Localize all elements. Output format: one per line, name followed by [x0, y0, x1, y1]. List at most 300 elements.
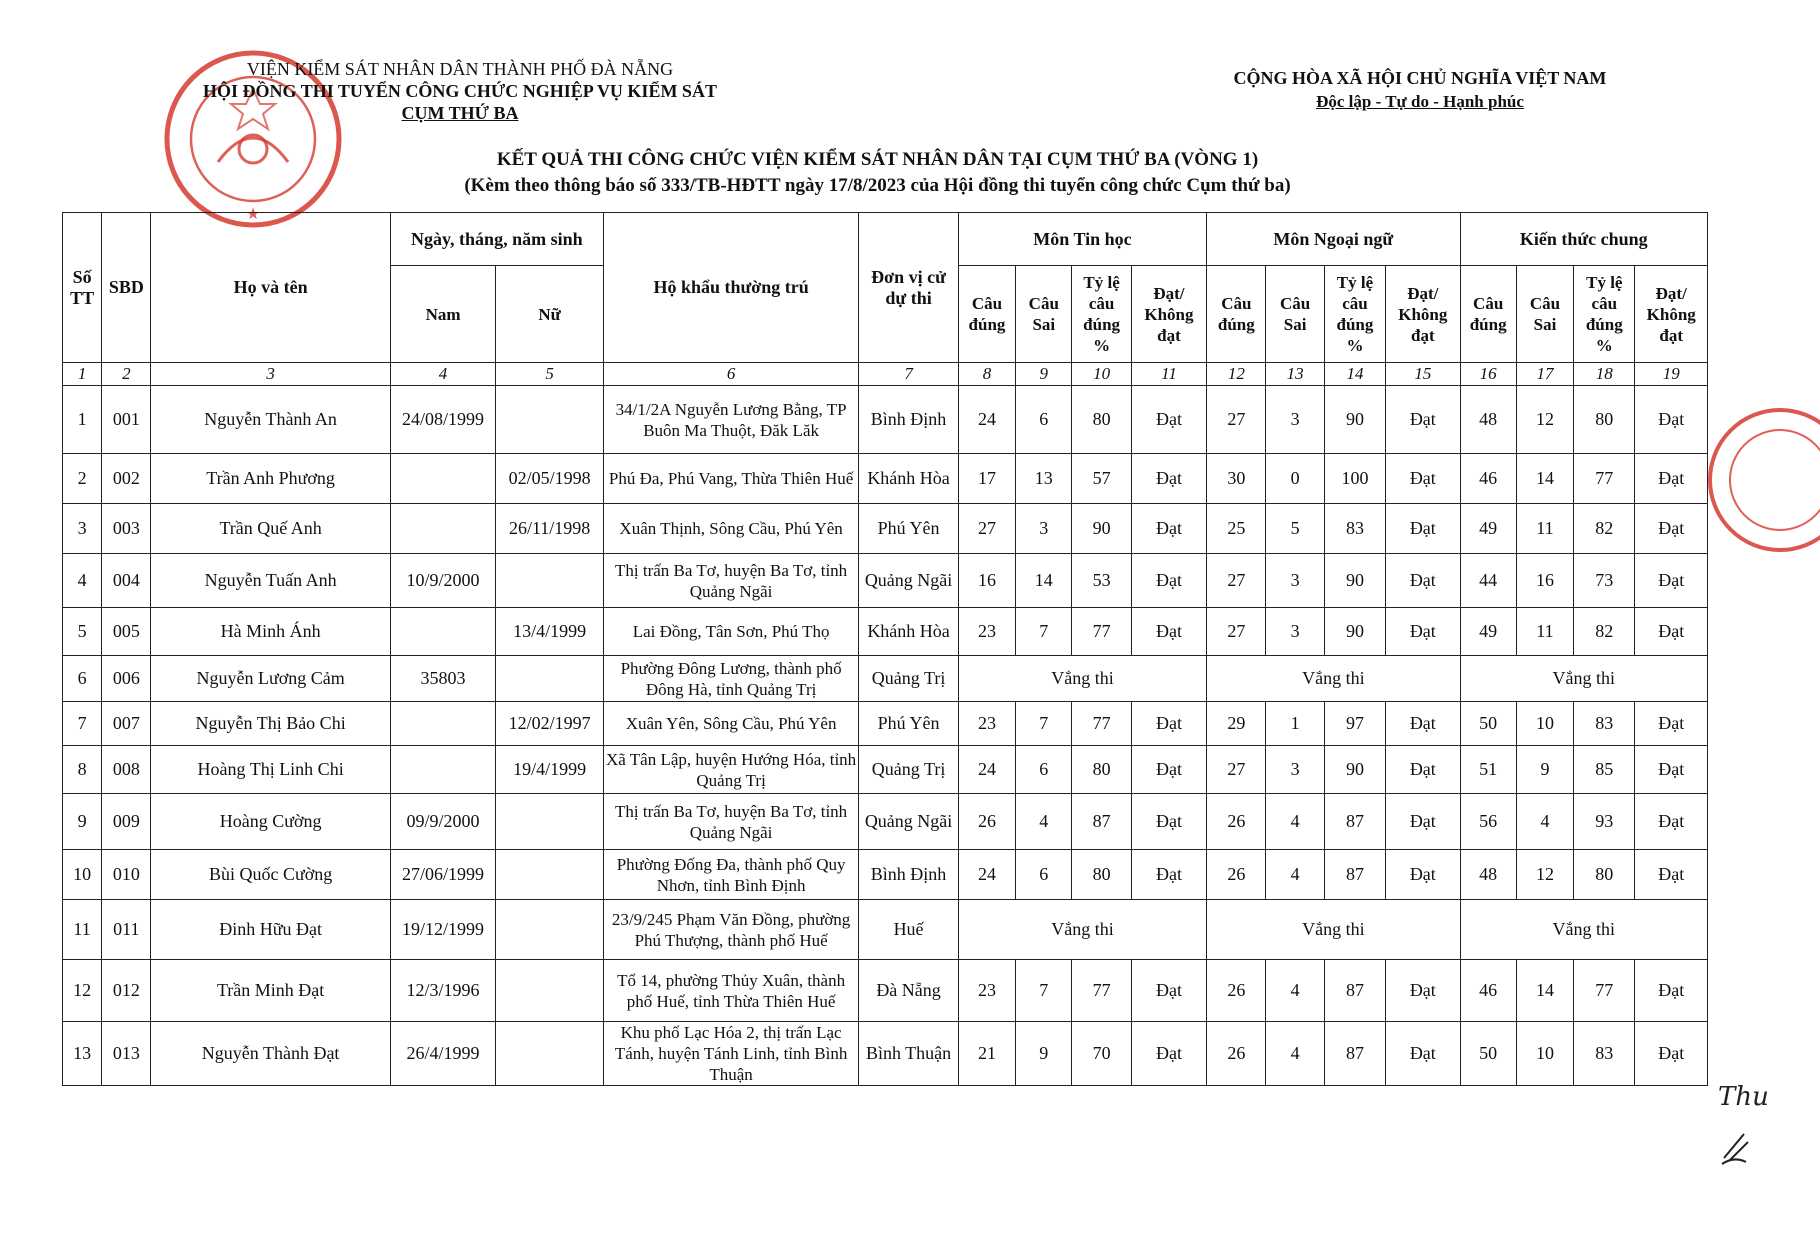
- cell-dob-female: [496, 900, 604, 960]
- cell-language-correct: 26: [1207, 960, 1266, 1022]
- cell-informatics-wrong: 6: [1016, 850, 1072, 900]
- cell-informatics-result: Đạt: [1131, 960, 1206, 1022]
- col-number: 16: [1460, 363, 1516, 386]
- cell-informatics-rate: 57: [1072, 454, 1131, 504]
- cell-informatics-result: Đạt: [1131, 554, 1206, 608]
- col-pass: Đạt/ Không đạt: [1131, 266, 1206, 363]
- col-rate: Tỷ lệ câu đúng %: [1072, 266, 1131, 363]
- cell-sbd: 008: [102, 746, 151, 794]
- cell-general-wrong: 12: [1516, 850, 1573, 900]
- council-name: HỘI ĐỒNG THI TUYỂN CÔNG CHỨC NGHIỆP VỤ KIỂM SÁT: [203, 81, 717, 101]
- table-row: [63, 386, 1708, 454]
- org-name: VIỆN KIỂM SÁT NHÂN DÂN THÀNH PHỐ ĐÀ NẴNG: [246, 59, 674, 79]
- col-group-general: Kiến thức chung: [1460, 213, 1707, 266]
- cell-general-wrong: 9: [1516, 746, 1573, 794]
- cell-absent-general: Vắng thi: [1460, 900, 1707, 960]
- cell-name: Trần Minh Đạt: [151, 960, 390, 1022]
- table-row: [63, 850, 1708, 900]
- svg-text:★: ★: [245, 206, 261, 223]
- cell-stt: 7: [63, 702, 102, 746]
- cell-sbd: 006: [102, 656, 151, 702]
- col-number: 19: [1635, 363, 1708, 386]
- cell-name: Hoàng Cường: [151, 794, 390, 850]
- cell-informatics-correct: 24: [958, 746, 1015, 794]
- cell-language-result: Đạt: [1386, 1022, 1460, 1086]
- col-female: Nữ: [496, 266, 604, 363]
- cell-language-result: Đạt: [1386, 702, 1460, 746]
- col-number: 12: [1207, 363, 1266, 386]
- cell-general-result: Đạt: [1635, 702, 1708, 746]
- cell-language-result: Đạt: [1386, 454, 1460, 504]
- cell-sbd: 003: [102, 504, 151, 554]
- cell-address: Thị trấn Ba Tơ, huyện Ba Tơ, tỉnh Quảng Ngãi: [603, 554, 858, 608]
- cell-dob-male: 19/12/1999: [390, 900, 496, 960]
- cell-sbd: 013: [102, 1022, 151, 1086]
- cell-language-rate: 90: [1324, 386, 1385, 454]
- cell-dob-male: 12/3/1996: [390, 960, 496, 1022]
- cell-language-wrong: 0: [1266, 454, 1324, 504]
- cell-sbd: 010: [102, 850, 151, 900]
- cell-unit: Đà Nẵng: [859, 960, 959, 1022]
- col-rate: Tỷ lệ câu đúng %: [1574, 266, 1635, 363]
- cell-general-correct: 44: [1460, 554, 1516, 608]
- col-number: 5: [496, 363, 604, 386]
- cell-informatics-rate: 87: [1072, 794, 1131, 850]
- cell-language-rate: 87: [1324, 1022, 1385, 1086]
- cell-unit: Khánh Hòa: [859, 454, 959, 504]
- cell-unit: Bình Thuận: [859, 1022, 959, 1086]
- cell-language-wrong: 3: [1266, 746, 1324, 794]
- col-number: 8: [958, 363, 1015, 386]
- col-pass: Đạt/ Không đạt: [1386, 266, 1460, 363]
- cell-general-result: Đạt: [1635, 850, 1708, 900]
- cell-general-result: Đạt: [1635, 794, 1708, 850]
- cell-dob-male: [390, 746, 496, 794]
- cell-name: Trần Anh Phương: [151, 454, 390, 504]
- cell-language-rate: 83: [1324, 504, 1385, 554]
- cell-language-wrong: 4: [1266, 850, 1324, 900]
- col-number: 15: [1386, 363, 1460, 386]
- col-sbd: SBD: [102, 213, 151, 363]
- cell-language-wrong: 1: [1266, 702, 1324, 746]
- cell-dob-female: [496, 554, 604, 608]
- cell-sbd: 004: [102, 554, 151, 608]
- cell-general-correct: 49: [1460, 608, 1516, 656]
- cell-informatics-wrong: 7: [1016, 960, 1072, 1022]
- cell-general-rate: 82: [1574, 608, 1635, 656]
- cell-informatics-rate: 80: [1072, 386, 1131, 454]
- cell-language-correct: 25: [1207, 504, 1266, 554]
- signature: Thu: [1718, 1082, 1769, 1112]
- col-rate: Tỷ lệ câu đúng %: [1324, 266, 1385, 363]
- cell-informatics-wrong: 9: [1016, 1022, 1072, 1086]
- cell-informatics-wrong: 4: [1016, 794, 1072, 850]
- cell-unit: Phú Yên: [859, 504, 959, 554]
- cell-address: Phú Đa, Phú Vang, Thừa Thiên Huế: [603, 454, 858, 504]
- cell-language-result: Đạt: [1386, 746, 1460, 794]
- cell-general-result: Đạt: [1635, 386, 1708, 454]
- cell-unit: Khánh Hòa: [859, 608, 959, 656]
- cell-informatics-correct: 21: [958, 1022, 1015, 1086]
- cell-informatics-result: Đạt: [1131, 746, 1206, 794]
- col-unit: Đơn vị cử dự thi: [859, 213, 959, 363]
- table-row: [63, 454, 1708, 504]
- cell-sbd: 009: [102, 794, 151, 850]
- cell-name: Nguyễn Thành An: [151, 386, 390, 454]
- cell-dob-female: [496, 386, 604, 454]
- cell-unit: Quảng Trị: [859, 746, 959, 794]
- col-number: 1: [63, 363, 102, 386]
- cell-language-rate: 87: [1324, 960, 1385, 1022]
- col-number: 11: [1131, 363, 1206, 386]
- cell-language-wrong: 4: [1266, 794, 1324, 850]
- cell-language-rate: 87: [1324, 850, 1385, 900]
- table-row: [63, 504, 1708, 554]
- cell-informatics-result: Đạt: [1131, 702, 1206, 746]
- cell-dob-male: 09/9/2000: [390, 794, 496, 850]
- cell-dob-female: [496, 960, 604, 1022]
- col-number: 3: [151, 363, 390, 386]
- cell-dob-female: 13/4/1999: [496, 608, 604, 656]
- cell-general-correct: 46: [1460, 960, 1516, 1022]
- cell-general-rate: 80: [1574, 850, 1635, 900]
- cell-dob-female: 19/4/1999: [496, 746, 604, 794]
- col-number: 9: [1016, 363, 1072, 386]
- cell-name: Nguyễn Thành Đạt: [151, 1022, 390, 1086]
- col-number: 17: [1516, 363, 1573, 386]
- cell-general-result: Đạt: [1635, 504, 1708, 554]
- cell-informatics-wrong: 3: [1016, 504, 1072, 554]
- cell-general-rate: 83: [1574, 702, 1635, 746]
- cell-dob-female: [496, 794, 604, 850]
- table-row: [63, 702, 1708, 746]
- cell-address: 34/1/2A Nguyễn Lương Bằng, TP Buôn Ma Thuột, Đăk Lăk: [603, 386, 858, 454]
- cell-informatics-wrong: 6: [1016, 386, 1072, 454]
- cell-address: Xã Tân Lập, huyện Hướng Hóa, tỉnh Quảng Trị: [603, 746, 858, 794]
- cell-language-result: Đạt: [1386, 850, 1460, 900]
- cell-general-correct: 56: [1460, 794, 1516, 850]
- cell-general-wrong: 11: [1516, 504, 1573, 554]
- cell-language-result: Đạt: [1386, 386, 1460, 454]
- cell-informatics-rate: 77: [1072, 960, 1131, 1022]
- cell-general-rate: 85: [1574, 746, 1635, 794]
- table-row: [63, 746, 1708, 794]
- cell-sbd: 011: [102, 900, 151, 960]
- cell-informatics-correct: 23: [958, 608, 1015, 656]
- cell-informatics-result: Đạt: [1131, 608, 1206, 656]
- title-main: KẾT QUẢ THI CÔNG CHỨC VIỆN KIỂM SÁT NHÂN DÂN TẠI CỤM THỨ BA (VÒNG 1): [496, 149, 1259, 170]
- cell-absent-general: Vắng thi: [1460, 656, 1707, 702]
- col-stt: Số TT: [63, 213, 102, 363]
- table-body: [63, 386, 1708, 1086]
- cell-informatics-correct: 17: [958, 454, 1015, 504]
- cell-address: Khu phố Lạc Hóa 2, thị trấn Lạc Tánh, huyện Tánh Linh, tỉnh Bình Thuận: [603, 1022, 858, 1086]
- cell-language-correct: 30: [1207, 454, 1266, 504]
- cell-name: Hà Minh Ánh: [151, 608, 390, 656]
- cell-stt: 3: [63, 504, 102, 554]
- cell-general-wrong: 11: [1516, 608, 1573, 656]
- col-name: Họ và tên: [151, 213, 390, 363]
- cell-language-wrong: 5: [1266, 504, 1324, 554]
- col-number: 4: [390, 363, 496, 386]
- cell-informatics-correct: 27: [958, 504, 1015, 554]
- cell-absent-language: Vắng thi: [1207, 900, 1460, 960]
- cell-general-result: Đạt: [1635, 608, 1708, 656]
- cell-general-correct: 51: [1460, 746, 1516, 794]
- cell-general-correct: 48: [1460, 850, 1516, 900]
- cell-general-wrong: 4: [1516, 794, 1573, 850]
- cell-general-rate: 73: [1574, 554, 1635, 608]
- col-number: 18: [1574, 363, 1635, 386]
- cell-address: Xuân Yên, Sông Cầu, Phú Yên: [603, 702, 858, 746]
- cell-general-wrong: 16: [1516, 554, 1573, 608]
- cell-general-rate: 93: [1574, 794, 1635, 850]
- cell-informatics-rate: 90: [1072, 504, 1131, 554]
- cell-dob-male: 24/08/1999: [390, 386, 496, 454]
- cell-stt: 8: [63, 746, 102, 794]
- cell-informatics-result: Đạt: [1131, 794, 1206, 850]
- cell-informatics-rate: 70: [1072, 1022, 1131, 1086]
- document-title: [0, 147, 1755, 199]
- cell-informatics-correct: 23: [958, 702, 1015, 746]
- col-group-language: Môn Ngoại ngữ: [1207, 213, 1460, 266]
- cell-language-correct: 27: [1207, 554, 1266, 608]
- cell-unit: Quảng Trị: [859, 656, 959, 702]
- cell-general-correct: 48: [1460, 386, 1516, 454]
- cell-general-rate: 80: [1574, 386, 1635, 454]
- cell-informatics-correct: 26: [958, 794, 1015, 850]
- cell-stt: 4: [63, 554, 102, 608]
- cell-name: Bùi Quốc Cường: [151, 850, 390, 900]
- cell-language-result: Đạt: [1386, 504, 1460, 554]
- cell-sbd: 012: [102, 960, 151, 1022]
- cell-dob-male: [390, 454, 496, 504]
- cluster-name: CỤM THỨ BA: [401, 103, 519, 123]
- cell-informatics-result: Đạt: [1131, 454, 1206, 504]
- cell-absent-language: Vắng thi: [1207, 656, 1460, 702]
- col-number: 13: [1266, 363, 1324, 386]
- col-wrong: Câu Sai: [1266, 266, 1324, 363]
- cell-language-rate: 97: [1324, 702, 1385, 746]
- cell-general-rate: 77: [1574, 960, 1635, 1022]
- cell-stt: 6: [63, 656, 102, 702]
- cell-informatics-wrong: 13: [1016, 454, 1072, 504]
- cell-language-correct: 26: [1207, 850, 1266, 900]
- cell-stt: 12: [63, 960, 102, 1022]
- cell-informatics-rate: 77: [1072, 702, 1131, 746]
- cell-language-correct: 26: [1207, 794, 1266, 850]
- table-row: [63, 960, 1708, 1022]
- cell-informatics-result: Đạt: [1131, 504, 1206, 554]
- signature-mark-icon: [1720, 1128, 1750, 1166]
- cell-stt: 2: [63, 454, 102, 504]
- cell-language-correct: 26: [1207, 1022, 1266, 1086]
- col-correct: Câu đúng: [1207, 266, 1266, 363]
- cell-stt: 11: [63, 900, 102, 960]
- cell-general-wrong: 12: [1516, 386, 1573, 454]
- table-row: [63, 794, 1708, 850]
- cell-dob-female: 12/02/1997: [496, 702, 604, 746]
- col-number: 14: [1324, 363, 1385, 386]
- cell-language-wrong: 3: [1266, 386, 1324, 454]
- cell-language-result: Đạt: [1386, 794, 1460, 850]
- cell-language-rate: 87: [1324, 794, 1385, 850]
- table-row: [63, 608, 1708, 656]
- cell-name: Trần Quế Anh: [151, 504, 390, 554]
- country-name: CỘNG HÒA XÃ HỘI CHỦ NGHĨA VIỆT NAM: [1233, 68, 1607, 88]
- cell-dob-male: 35803: [390, 656, 496, 702]
- cell-informatics-correct: 23: [958, 960, 1015, 1022]
- cell-unit: Bình Định: [859, 386, 959, 454]
- cell-informatics-wrong: 6: [1016, 746, 1072, 794]
- cell-sbd: 002: [102, 454, 151, 504]
- organization-header: [160, 58, 760, 124]
- cell-general-result: Đạt: [1635, 454, 1708, 504]
- cell-language-correct: 29: [1207, 702, 1266, 746]
- table-row: [63, 900, 1708, 960]
- cell-dob-female: [496, 850, 604, 900]
- cell-dob-male: [390, 702, 496, 746]
- cell-informatics-wrong: 14: [1016, 554, 1072, 608]
- cell-informatics-wrong: 7: [1016, 608, 1072, 656]
- cell-general-result: Đạt: [1635, 746, 1708, 794]
- cell-informatics-result: Đạt: [1131, 386, 1206, 454]
- cell-language-wrong: 3: [1266, 608, 1324, 656]
- col-address: Hộ khẩu thường trú: [603, 213, 858, 363]
- cell-dob-female: 02/05/1998: [496, 454, 604, 504]
- cell-sbd: 007: [102, 702, 151, 746]
- table-row: [63, 554, 1708, 608]
- cell-language-result: Đạt: [1386, 554, 1460, 608]
- cell-general-wrong: 14: [1516, 454, 1573, 504]
- cell-informatics-correct: 24: [958, 386, 1015, 454]
- col-pass: Đạt/ Không đạt: [1635, 266, 1708, 363]
- cell-general-rate: 83: [1574, 1022, 1635, 1086]
- cell-stt: 9: [63, 794, 102, 850]
- results-table: [62, 212, 1708, 1086]
- cell-unit: Huế: [859, 900, 959, 960]
- cell-dob-female: [496, 656, 604, 702]
- cell-name: Nguyễn Lương Cảm: [151, 656, 390, 702]
- cell-stt: 13: [63, 1022, 102, 1086]
- cell-dob-male: [390, 608, 496, 656]
- col-number: 2: [102, 363, 151, 386]
- cell-general-result: Đạt: [1635, 960, 1708, 1022]
- cell-unit: Quảng Ngãi: [859, 554, 959, 608]
- col-wrong: Câu Sai: [1016, 266, 1072, 363]
- cell-general-result: Đạt: [1635, 554, 1708, 608]
- cell-unit: Bình Định: [859, 850, 959, 900]
- col-dob: Ngày, tháng, năm sinh: [390, 213, 603, 266]
- cell-address: Thị trấn Ba Tơ, huyện Ba Tơ, tỉnh Quảng Ngãi: [603, 794, 858, 850]
- cell-language-rate: 90: [1324, 746, 1385, 794]
- cell-informatics-rate: 53: [1072, 554, 1131, 608]
- cell-name: Đinh Hữu Đạt: [151, 900, 390, 960]
- cell-language-wrong: 4: [1266, 1022, 1324, 1086]
- cell-stt: 5: [63, 608, 102, 656]
- col-group-informatics: Môn Tin học: [958, 213, 1206, 266]
- cell-name: Nguyễn Thị Bảo Chi: [151, 702, 390, 746]
- col-number: 7: [859, 363, 959, 386]
- cell-stt: 10: [63, 850, 102, 900]
- table-header-row: [63, 213, 1708, 266]
- title-sub: (Kèm theo thông báo số 333/TB-HĐTT ngày 17/8/2023 của Hội đồng thi tuyển công chức Cụm thứ ba): [464, 175, 1291, 196]
- cell-language-wrong: 3: [1266, 554, 1324, 608]
- col-wrong: Câu Sai: [1516, 266, 1573, 363]
- cell-informatics-result: Đạt: [1131, 1022, 1206, 1086]
- cell-dob-female: 26/11/1998: [496, 504, 604, 554]
- cell-general-result: Đạt: [1635, 1022, 1708, 1086]
- national-motto: Độc lập - Tự do - Hạnh phúc: [1316, 92, 1524, 111]
- cell-informatics-rate: 80: [1072, 850, 1131, 900]
- cell-unit: Phú Yên: [859, 702, 959, 746]
- cell-informatics-correct: 24: [958, 850, 1015, 900]
- cell-language-correct: 27: [1207, 386, 1266, 454]
- cell-dob-male: [390, 504, 496, 554]
- col-number: 6: [603, 363, 858, 386]
- cell-general-rate: 82: [1574, 504, 1635, 554]
- cell-language-correct: 27: [1207, 608, 1266, 656]
- cell-general-wrong: 14: [1516, 960, 1573, 1022]
- cell-address: Phường Đống Đa, thành phố Quy Nhơn, tỉnh Bình Định: [603, 850, 858, 900]
- cell-address: Xuân Thịnh, Sông Cầu, Phú Yên: [603, 504, 858, 554]
- cell-dob-male: 26/4/1999: [390, 1022, 496, 1086]
- cell-unit: Quảng Ngãi: [859, 794, 959, 850]
- cell-address: 23/9/245 Phạm Văn Đồng, phường Phú Thượng, thành phố Huế: [603, 900, 858, 960]
- cell-stt: 1: [63, 386, 102, 454]
- col-correct: Câu đúng: [1460, 266, 1516, 363]
- official-seal-fragment-icon: [1700, 405, 1820, 565]
- col-number: 10: [1072, 363, 1131, 386]
- col-correct: Câu đúng: [958, 266, 1015, 363]
- cell-address: Tổ 14, phường Thủy Xuân, thành phố Huế, tỉnh Thừa Thiên Huế: [603, 960, 858, 1022]
- cell-general-correct: 50: [1460, 702, 1516, 746]
- cell-language-wrong: 4: [1266, 960, 1324, 1022]
- column-number-row: [63, 363, 1708, 386]
- cell-general-rate: 77: [1574, 454, 1635, 504]
- cell-informatics-correct: 16: [958, 554, 1015, 608]
- cell-language-rate: 100: [1324, 454, 1385, 504]
- cell-language-correct: 27: [1207, 746, 1266, 794]
- cell-informatics-wrong: 7: [1016, 702, 1072, 746]
- cell-sbd: 001: [102, 386, 151, 454]
- cell-language-result: Đạt: [1386, 960, 1460, 1022]
- table-row: [63, 1022, 1708, 1086]
- cell-absent-informatics: Vắng thi: [958, 900, 1206, 960]
- cell-language-rate: 90: [1324, 554, 1385, 608]
- cell-address: Lai Đồng, Tân Sơn, Phú Thọ: [603, 608, 858, 656]
- cell-absent-informatics: Vắng thi: [958, 656, 1206, 702]
- cell-address: Phường Đông Lương, thành phố Đông Hà, tỉnh Quảng Trị: [603, 656, 858, 702]
- cell-informatics-rate: 77: [1072, 608, 1131, 656]
- cell-general-correct: 49: [1460, 504, 1516, 554]
- col-male: Nam: [390, 266, 496, 363]
- national-header: [1170, 66, 1670, 114]
- cell-dob-male: 10/9/2000: [390, 554, 496, 608]
- cell-dob-male: 27/06/1999: [390, 850, 496, 900]
- cell-general-correct: 46: [1460, 454, 1516, 504]
- cell-name: Hoàng Thị Linh Chi: [151, 746, 390, 794]
- cell-dob-female: [496, 1022, 604, 1086]
- cell-sbd: 005: [102, 608, 151, 656]
- cell-informatics-rate: 80: [1072, 746, 1131, 794]
- cell-general-wrong: 10: [1516, 702, 1573, 746]
- cell-general-wrong: 10: [1516, 1022, 1573, 1086]
- cell-informatics-result: Đạt: [1131, 850, 1206, 900]
- cell-name: Nguyễn Tuấn Anh: [151, 554, 390, 608]
- cell-general-correct: 50: [1460, 1022, 1516, 1086]
- table-row: [63, 656, 1708, 702]
